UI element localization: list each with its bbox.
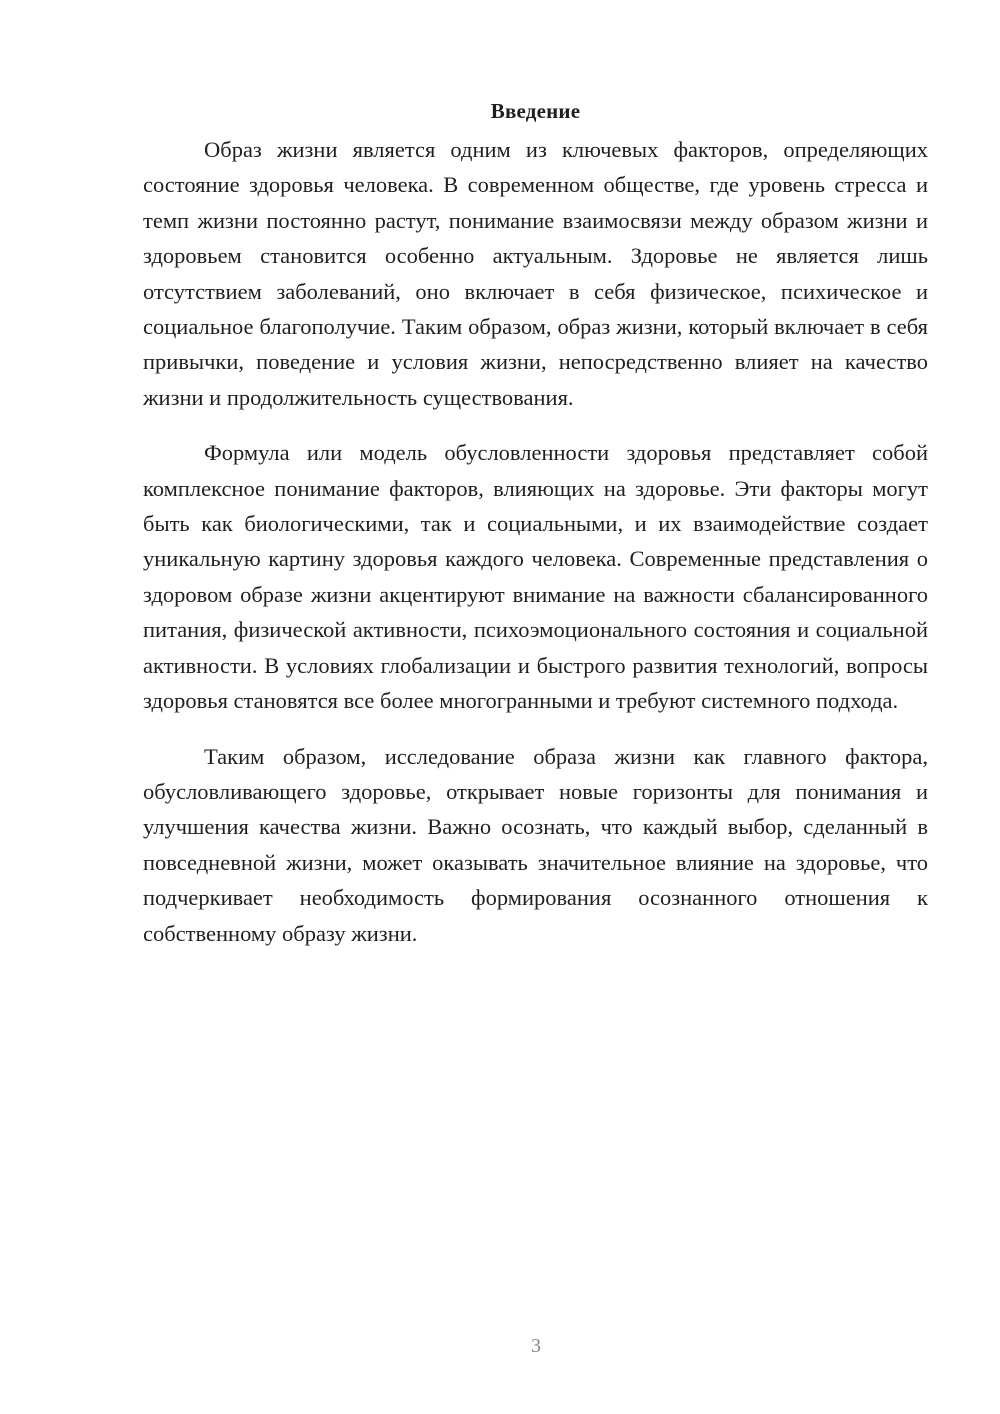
paragraph-1: Образ жизни является одним из ключевых факторов, определяющих состояние здоровья человека. В современном обществе, где уровень стресса и темп жизни постоянно растут, понимание взаимосвязи между образом жизни и здоровьем становится особенно актуальным. Здоровье не является лишь отсутствием заболеваний, оно включает в себя физическое, психическое и социальное благополучие. Таким образом, образ жизни, который включает в себя привычки, поведение и условия жизни, непосредственно влияет на качество жизни и продолжительность существования. [143, 137, 928, 410]
document-body [143, 96, 928, 951]
paragraph-2: Формула или модель обусловленности здоровья представляет собой комплексное понимание факторов, влияющих на здоровье. Эти факторы могут быть как биологическими, так и социальными, и их взаимодействие создает уникальную картину здоровья каждого человека. Современные представления о здоровом образе жизни акцентируют внимание на важности сбалансированного питания, физической активности, психоэмоционального состояния и социальной активности. В условиях глобализации и быстрого развития технологий, вопросы здоровья становятся все более многогранными и требуют системного подхода. [143, 440, 928, 714]
paragraph-3: Таким образом, исследование образа жизни как главного фактора, обусловливающего здоровье, открывает новые горизонты для понимания и улучшения качества жизни. Важно осознать, что каждый выбор, сделанный в повседневной жизни, может оказывать значительное влияние на здоровье, что подчеркивает необходимость формирования осознанного отношения к собственному образу жизни. [143, 743, 928, 946]
section-heading: Введение [490, 99, 581, 123]
page-number: 3 [531, 1335, 541, 1357]
